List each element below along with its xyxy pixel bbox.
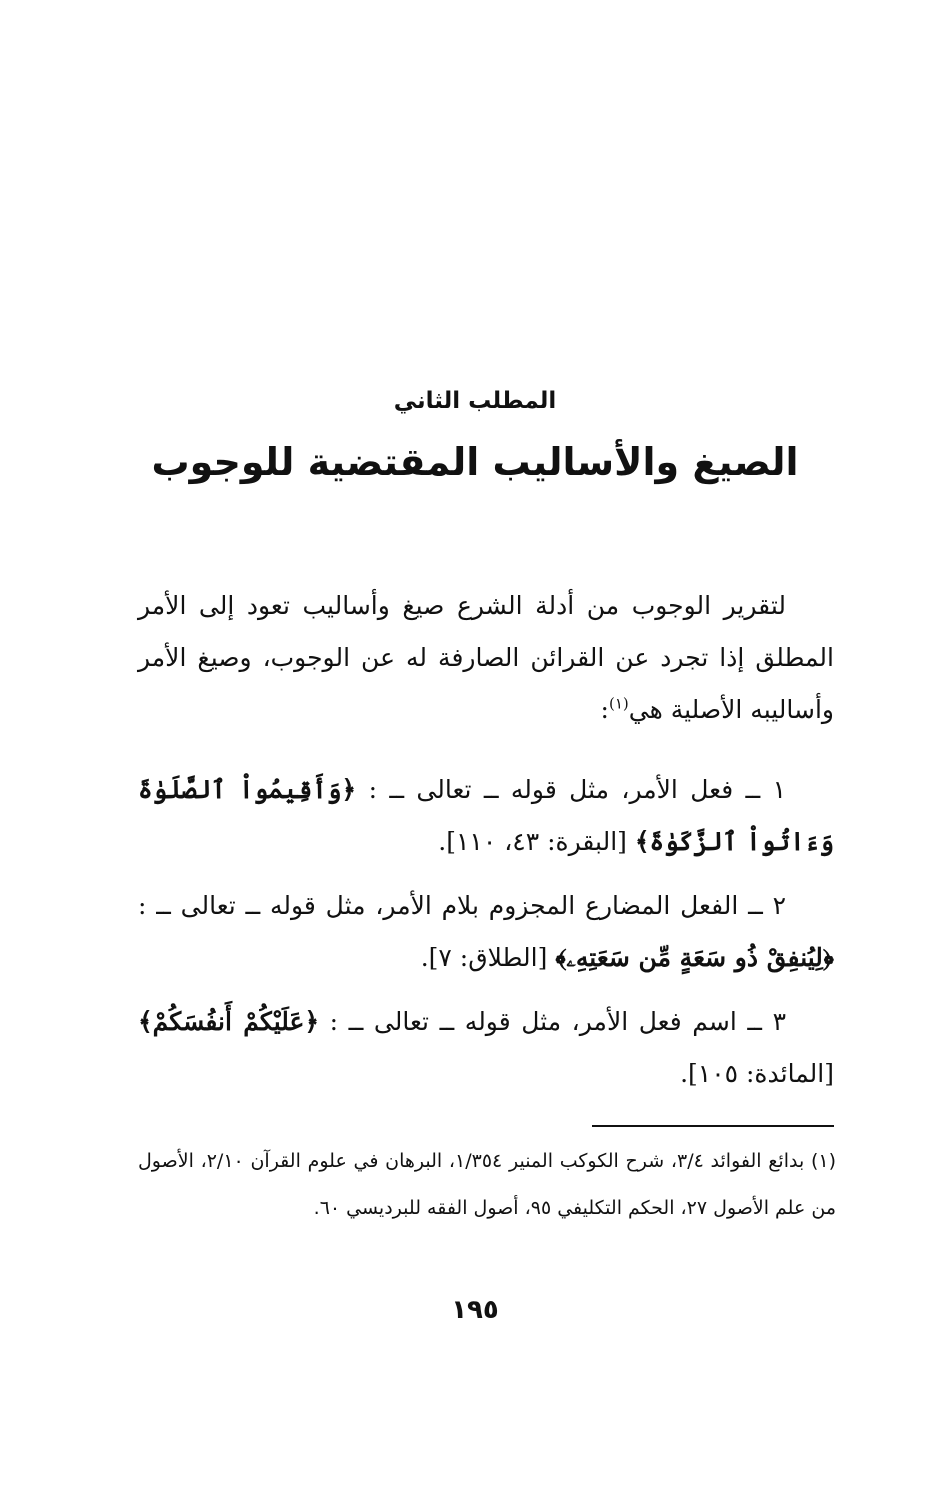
verse-reference: [البقرة: ٤٣، ١١٠]. [438,827,635,856]
footnote-text: (١) بدائع الفوائد ٣/٤، شرح الكوكب المنير ١/٣٥٤، البرهان في علوم القرآن ٢/١٠، الأصول من علم الأصول ٢٧، الحكم التكليفي ٩٥، أصول الفقه للبرديسي ٦٠. [138,1150,836,1219]
item-lead: ١ ــ فعل الأمر، مثل قوله ــ تعالى ــ : [356,775,786,804]
intro-tail: : [600,695,609,724]
intro-text: لتقرير الوجوب من أدلة الشرع صيغ وأساليب تعود إلى الأمر المطلق إذا تجرد عن القرائن الصارفة له عن الوجوب، وصيغ الأمر وأساليبه الأصلية هي [138,591,834,724]
list-item [138,764,834,868]
page-number: ١٩٥ [451,1295,499,1325]
section-title: الصيغ والأساليب المقتضية للوجوب [151,440,799,484]
quran-verse: ﴿وَأَقِيمُواْ ٱلصَّلَوٰةَ وَءَاتُواْ ٱلزَّكَوٰةَ﴾ [138,775,834,856]
footnote [138,1138,836,1232]
verse-reference: [الطلاق: ٧]. [420,943,556,972]
section-subtitle: المطلب الثاني [393,388,557,414]
intro-paragraph [138,580,834,736]
quran-verse: ﴿لِيُنفِقْ ذُو سَعَةٍ مِّن سَعَتِهِۦ﴾ [555,943,834,972]
list-item [138,996,834,1100]
list-item [138,880,834,984]
item-lead: ٢ ــ الفعل المضارع المجزوم بلام الأمر، مثل قوله ــ تعالى ــ : [138,891,786,920]
footnote-marker[interactable]: (١) [608,694,629,713]
footnote-divider [592,1125,834,1127]
quran-verse: ﴿عَلَيْكُمْ أَنفُسَكُمْ﴾ [138,1007,320,1036]
item-lead: ٣ ــ اسم فعل الأمر، مثل قوله ــ تعالى ــ : [319,1007,786,1036]
verse-reference: [المائدة: ١٠٥]. [680,1059,834,1088]
